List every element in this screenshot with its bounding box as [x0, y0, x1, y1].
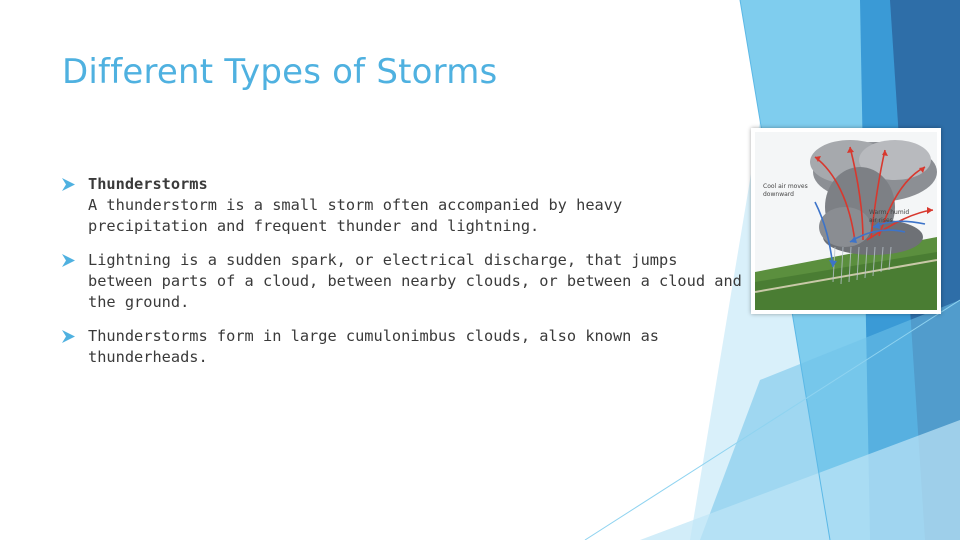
bullet-item — [62, 250, 742, 313]
bullet-heading: Thunderstorms — [88, 175, 208, 193]
bullet-item — [62, 174, 742, 237]
bullet-text: Lightning is a sudden spark, or electrical discharge, that jumps between parts of a cloud, between nearby clouds, or between a cloud and the ground. — [88, 251, 742, 311]
arrowhead-icon — [62, 178, 75, 191]
bullet-list — [62, 174, 742, 381]
bullet-text: Thunderstorms form in large cumulonimbus clouds, also known as thunderheads. — [88, 327, 659, 366]
label-warm-air-line2: air rises — [869, 217, 893, 224]
slide-title: Different Types of Storms — [62, 52, 498, 92]
arrowhead-icon — [62, 330, 75, 343]
bullet-text: A thunderstorm is a small storm often accompanied by heavy precipitation and frequent thunder and lightning. — [88, 196, 623, 235]
label-cool-air-line2: downward — [763, 191, 794, 198]
arrowhead-icon — [62, 254, 75, 267]
bullet-item — [62, 326, 742, 368]
thunderstorm-illustration — [755, 132, 937, 310]
label-cool-air-line1: Cool air moves — [763, 183, 808, 190]
thunderstorm-diagram-image — [751, 128, 941, 314]
label-warm-air-line1: Warm, humid — [869, 209, 910, 216]
